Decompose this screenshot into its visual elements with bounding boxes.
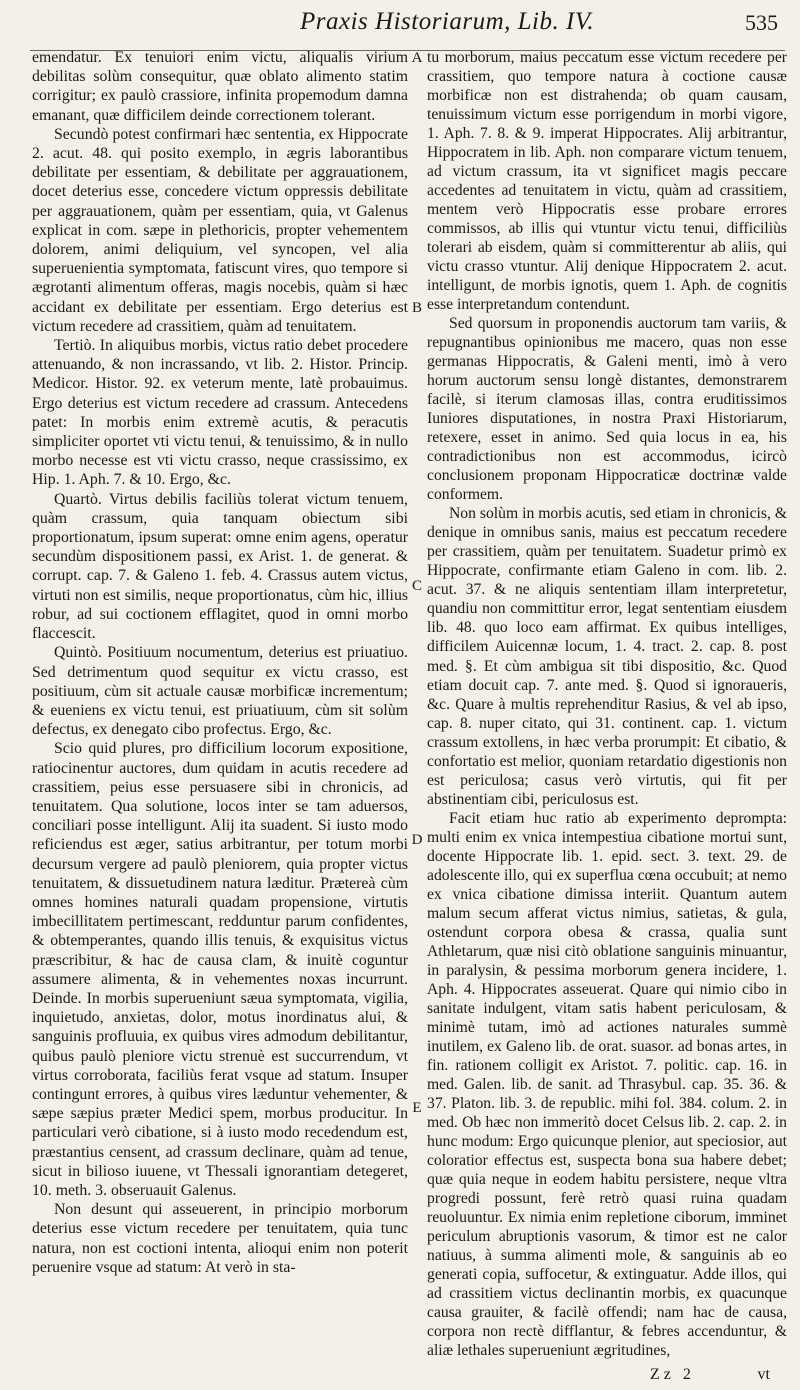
running-title: Praxis Historiarum, Lib. IV. — [300, 8, 595, 35]
paragraph: Quartò. Virtus debilis faciliùs tolerat victum tenuem, quàm crassum, quia tanquam obiectum sibi proportionatum, ipsum superat: omne enim agens, operatur secundùm dispositionem passi, ex Arist. 1. de generat. & corrupt. cap. 7. & Galeno 1. feb. 4. Crassus autem victus, virtuti non est similis, neque proportionatus, cùm hic, illius robur, ad sui coctionem efflagitet, quod in omni morbo flaccescit. — [32, 490, 408, 643]
margin-letter-b: B — [411, 300, 422, 316]
margin-letter-d: D — [411, 832, 423, 848]
paragraph: Non solùm in morbis acutis, sed etiam in chronicis, & denique in omnibus sanis, maius est peccatum recedere per crassitiem, quàm per tenuitatem. Suadetur primò ex Hippocrate, confirmante etiam Galeno in com. lib. 2. acut. 37. & ne aliquis sententiam illam interpretetur, quandiu non committitur error, legat sententiam eiusdem lib. 48. quo loco eam affirmat. Ex quibus intelliges, difficilem Auicennæ locum, 1. 4. tract. 2. cap. 8. post med. §. Et cùm ambigua sit tibi dispositio, &c. Quod etiam docuit cap. 7. ante med. §. Quod si ignoraueris, &c. Quare à multis reprehenditur Rasius, & vel ab ipso, cap. 8. nuper citato, qui 31. continent. cap. 1. victum crassum extollens, in hæc verba prorumpit: Et cibatio, & confortatio est melior, quoniam retardatio digestionis non est periculosa; casus verò virtutis, qui fit per abstinentiam cibi, periculosus est. — [427, 505, 787, 808]
paragraph: tu morborum, maius peccatum esse victum recedere per crassitiem, quo tempore natura à coctione causæ morbificæ non est distrahenda; ob quam causam, tenuissimum victum esse porrigendum in morbi vigore, 1. Aph. 7. 8. & 9. imperat Hippocrates. Alij arbitrantur, Hippocratem in lib. Aph. non comparare victum tenuem, ad victum crassum, ita vt significet magis peccare accedentes ad tenuitatem in victu, quàm ad crassitiem, mentem verò Hippocratis esse probare errores commissos, ab illis qui vtuntur victu tenui, difficiliùs tolerari ab eisdem, quàm si committerentur ab aliis, qui victu crasso vtuntur. Alij denique Hippocratem 2. acut. intelligunt, de morbis ignotis, quem 1. Aph. de cognitis esse interpretandum contendunt. — [427, 49, 787, 314]
paragraph: Quintò. Positiuum nocumentum, deterius est priuatiuo. Sed detrimentum quod sequitur ex victu crasso, est positiuum, cùm sit actuale causæ morbificæ incrementum; & eueniens ex victu tenui, est priuatiuum, cùm sit solùm defectus, ex denegato cibo profectus. Ergo, &c. — [32, 644, 408, 739]
margin-letter-c: C — [411, 578, 422, 594]
paragraph: Sed quorsum in proponendis auctorum tam variis, & repugnantibus opinionibus me macero, quas non esse germanas Hippocratis, & Galeni menti, imò à vero horum auctorum sensu longè distantes, demonstrarem facilè, si iterum clamosas illas, contra eruditissimos Iuniores disputationes, in nostra Praxi Historiarum, retexere, esset in animo. Sed quia locus in ea, his contradictionibus non est accommodus, icircò conclusionem proponam Hippocraticæ doctrinæ valde conformem. — [427, 315, 787, 504]
paragraph: Non desunt qui asseuerent, in principio morborum deterius esse victum recedere per tenuitatem, quia tunc natura, non est coctioni intenta, alioqui enim non poterit peruenire vsque ad statum: At verò in sta- — [32, 1201, 408, 1276]
left-column — [32, 48, 408, 1277]
catchword: vt — [757, 1366, 770, 1383]
page-number: 535 — [745, 10, 778, 35]
right-column — [427, 48, 787, 1360]
running-head — [0, 6, 800, 46]
paragraph: Facit etiam huc ratio ab experimento deprompta: multi enim ex vnica intempestiua cibatione mortui sunt, docente Hippocrate lib. 1. epid. sect. 3. text. 29. de adolescente illo, qui ex superflua cœna occubuit; at nemo ex vnica cibatione dimissa interiit. Quantum autem malum secum afferat victus nimius, satietas, & gula, ostendunt corpora obesa & crassa, qualia sunt Athletarum, quæ nisi citò oblatione sanguinis minuantur, in paralysin, & pessima morborum genera incidere, 1. Aph. 4. Hippocrates asseuerat. Quare qui nimio cibo in sanitate indulgent, vitam satis habent periculosam, & minimè tutam, imò ad actiones naturales summè inutilem, ex Galeno lib. de orat. suasor. ad bonas artes, in fin. rationem colligit ex Aristot. 7. politic. cap. 16. in med. Galen. lib. de sanit. ad Thrasybul. cap. 35. 36. & 37. Platon. lib. 3. de republic. mihi fol. 384. colum. 2. in med. Ob hæc non immeritò docet Celsus lib. 2. cap. 2. in hunc modum: Ergo quicunque plenior, aut speciosior, aut coloratior effectus est, suspecta bona sua habere debet; quæ quia neque in eodem habitu persistere, neque vltra progredi possunt, ferè retrò quasi ruina quadam reuoluuntur. Ex nimia enim repletione ciborum, imminet periculum abruptionis vasorum, & timor est ne calor natiuus, à summa alimenti mole, & sanguinis ab eo generati copia, suffocetur, & extinguatur. Adde illos, qui ad crassitiem victus declinantin morbis, ex quacunque causa grauiter, & facilè offendi; nam hac de causa, corpora non rectè difflantur, & febres accenduntur, & aliæ lethales superueniunt ægritudines, — [427, 809, 787, 1360]
paragraph: emendatur. Ex tenuiori enim victu, aliqualis virium debilitas solùm consequitur, quæ oblato alimento statim corrigitur; ex paulò crassiore, infinita propemodum damna emanant, quæ difficilem deinde correctionem tolerant. — [32, 49, 408, 124]
margin-letter-a: A — [411, 50, 423, 66]
paragraph: Scio quid plures, pro difficilium locorum expositione, ratiocinentur auctores, dum quidam in acutis recedere ad crassitiem, peius esse persuasere sibi in chronicis, ad tenuitatem. Qua solutione, locos inter se tam aduersos, conciliari posse intelligunt. Alij ita suadent. Si iusto modo reficiendus est æger, satius arbitrantur, per totum morbi decursum vergere ad paulò pleniorem, quia propter victus tenuitatem, & dissuetudinem natura læditur. Prætereà cùm omnes homines naturali quadam propensione, virtutis imbecillitatem pertimescant, redduntur parum confidentes, & obtemperantes, quando illis tenuis, & exquisitus victus præscribitur, & hac de causa clam, & inuitè coguntur assumere alimenta, & in vehementes noxas incurrunt. Deinde. In morbis superueniunt sæua symptomata, vigilia, inquietudo, anxietas, dolor, motus inordinatus alui, & sanguinis profluuia, ex quibus vires admodum debilitantur, quibus paulò pleniore victu strenuè est succurrendum, vt virtus corroborata, faciliùs ferat vsque ad statum. Insuper contingunt errores, à quibus vires læduntur vehementer, & sæpe sæpius præter Medici spem, morbus producitur. In particulari verò cibatione, si à iusto modo recedendum est, præstantius censent, ad crassum declinare, quàm ad tenue, sicut in bilioso iuuene, vt Thessali ignorantiam detegeret, 10. meth. 3. obseruauit Galenus. — [32, 740, 408, 1199]
signature-mark: Zz 2 — [650, 1366, 695, 1383]
paragraph: Secundò potest confirmari hæc sententia, ex Hippocrate 2. acut. 48. qui posito exemplo, in ægris laborantibus debilitate per essentiam, & debilitate per aggrauationem, docet deterius esse, concedere victum oppressis debilitate per aggrauationem, quàm per essentiam, quia, vt Galenus explicat in com. sæpe in plethoricis, propter vehementem dolorem, animi deliquium, vel syncopen, vel alia superuenientia symptomata, fatiscunt vires, quo tempore si ægrotanti alimentum offeras, magis nocebis, quàm si hæc accidant ex debilitate per essentiam. Ergo deterius est victum recedere ad crassitiem, quàm ad tenuitatem. — [32, 125, 408, 335]
page-footer — [0, 1366, 800, 1390]
margin-letter-e: E — [412, 1100, 422, 1116]
paragraph: Tertiò. In aliquibus morbis, victus ratio debet procedere attenuando, & non incrassando, vt lib. 2. Histor. Princip. Medicor. Histor. 92. ex veterum mente, latè probauimus. Ergo deterius est victum recedere ad crassum. Antecedens patet: In morbis enim extremè acutis, & peracutis simpliciter oportet vti victu tenui, & tenuissimo, & in nullo morbo necesse est vti victu crasso, neque crassissimo, ex Hip. 1. Aph. 7. & 10. Ergo, &c. — [32, 337, 408, 489]
